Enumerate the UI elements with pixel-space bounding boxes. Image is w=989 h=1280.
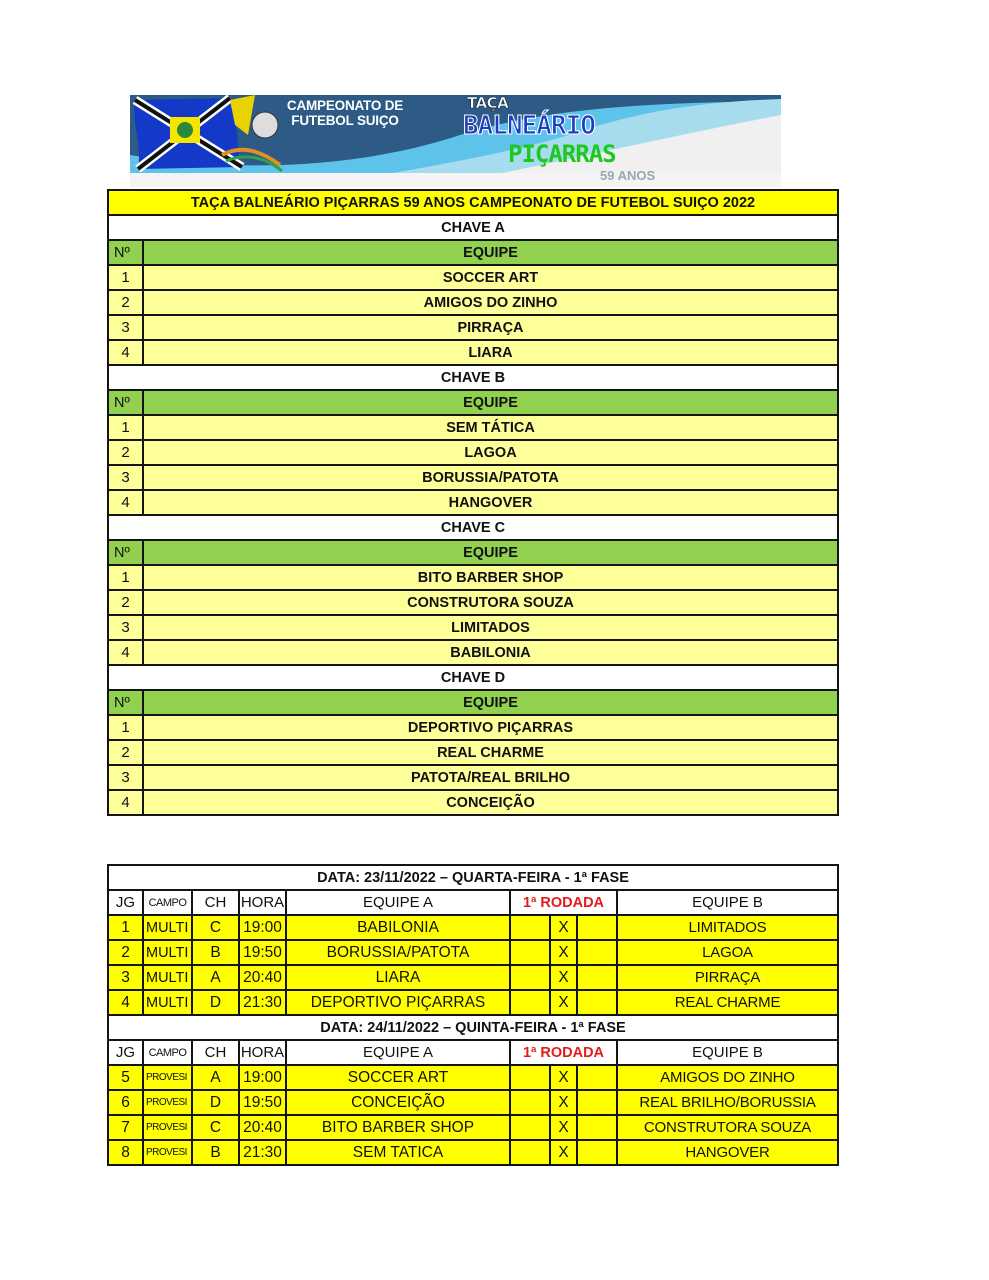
match-number: 4 xyxy=(108,990,143,1015)
team-a-header: EQUIPE A xyxy=(286,1040,510,1065)
match-score-a xyxy=(510,940,550,965)
match-team-b: LAGOA xyxy=(617,940,838,965)
team-name: LIMITADOS xyxy=(143,615,838,640)
team-name: DEPORTIVO PIÇARRAS xyxy=(143,715,838,740)
match-number: 1 xyxy=(108,915,143,940)
match-vs: X xyxy=(550,1065,577,1090)
team-row xyxy=(108,565,838,590)
group-name-row xyxy=(108,515,838,540)
match-date-row xyxy=(108,865,838,890)
team-row xyxy=(108,315,838,340)
team-number: 3 xyxy=(108,615,143,640)
match-field: PROVESI xyxy=(143,1115,192,1140)
team-row xyxy=(108,715,838,740)
team-number: 1 xyxy=(108,265,143,290)
match-team-a: SOCCER ART xyxy=(286,1065,510,1090)
team-name: PATOTA/REAL BRILHO xyxy=(143,765,838,790)
team-name: BITO BARBER SHOP xyxy=(143,565,838,590)
team-row xyxy=(108,640,838,665)
number-column-header: Nº xyxy=(108,690,143,715)
match-time: 21:30 xyxy=(239,990,286,1015)
team-row xyxy=(108,590,838,615)
campo-header: CAMPO xyxy=(143,890,192,915)
match-field: PROVESI xyxy=(143,1090,192,1115)
match-score-a xyxy=(510,915,550,940)
campo-header: CAMPO xyxy=(143,1040,192,1065)
banner-subtitle xyxy=(280,98,410,128)
match-time: 19:00 xyxy=(239,1065,286,1090)
match-number: 5 xyxy=(108,1065,143,1090)
match-score-a xyxy=(510,1090,550,1115)
match-header-row xyxy=(108,1040,838,1065)
match-number: 6 xyxy=(108,1090,143,1115)
team-b-header: EQUIPE B xyxy=(617,890,838,915)
group-header-row xyxy=(108,240,838,265)
team-number: 4 xyxy=(108,340,143,365)
team-row xyxy=(108,265,838,290)
match-group: A xyxy=(192,965,239,990)
jg-header: JG xyxy=(108,1040,143,1065)
match-group: D xyxy=(192,990,239,1015)
group-name: CHAVE B xyxy=(108,365,838,390)
match-row xyxy=(108,965,838,990)
match-row xyxy=(108,915,838,940)
team-row xyxy=(108,490,838,515)
logo-anos: 59 ANOS xyxy=(600,168,656,183)
team-number: 3 xyxy=(108,765,143,790)
match-vs: X xyxy=(550,965,577,990)
match-date-row xyxy=(108,1015,838,1040)
match-number: 8 xyxy=(108,1140,143,1165)
team-name: LIARA xyxy=(143,340,838,365)
team-row xyxy=(108,415,838,440)
flag-icon xyxy=(134,98,242,169)
match-team-a: CONCEIÇÃO xyxy=(286,1090,510,1115)
team-number: 1 xyxy=(108,715,143,740)
team-row xyxy=(108,740,838,765)
team-row xyxy=(108,765,838,790)
team-number: 3 xyxy=(108,465,143,490)
hora-header: HORA xyxy=(239,890,286,915)
number-column-header: Nº xyxy=(108,390,143,415)
team-name: PIRRAÇA xyxy=(143,315,838,340)
matches-table xyxy=(107,864,839,1166)
match-vs: X xyxy=(550,1115,577,1140)
match-group: A xyxy=(192,1065,239,1090)
match-team-a: BITO BARBER SHOP xyxy=(286,1115,510,1140)
hora-header: HORA xyxy=(239,1040,286,1065)
team-name: SOCCER ART xyxy=(143,265,838,290)
banner-subtitle-line2: FUTEBOL SUIÇO xyxy=(291,113,399,128)
match-vs: X xyxy=(550,990,577,1015)
logo-balneario: BALNEÁRIO xyxy=(463,111,595,141)
team-name: BABILONIA xyxy=(143,640,838,665)
team-number: 2 xyxy=(108,440,143,465)
match-score-a xyxy=(510,965,550,990)
match-group: B xyxy=(192,1140,239,1165)
match-date: DATA: 24/11/2022 – QUINTA-FEIRA - 1ª FASE xyxy=(108,1015,838,1040)
team-name: BORUSSIA/PATOTA xyxy=(143,465,838,490)
match-vs: X xyxy=(550,1140,577,1165)
match-group: C xyxy=(192,915,239,940)
team-number: 4 xyxy=(108,640,143,665)
match-team-b: CONSTRUTORA SOUZA xyxy=(617,1115,838,1140)
team-column-header: EQUIPE xyxy=(143,390,838,415)
team-column-header: EQUIPE xyxy=(143,690,838,715)
match-group: C xyxy=(192,1115,239,1140)
match-team-b: LIMITADOS xyxy=(617,915,838,940)
match-team-a: BABILONIA xyxy=(286,915,510,940)
team-name: REAL CHARME xyxy=(143,740,838,765)
match-row xyxy=(108,1065,838,1090)
rodada-header: 1ª RODADA xyxy=(510,890,617,915)
number-column-header: Nº xyxy=(108,540,143,565)
team-number: 2 xyxy=(108,740,143,765)
team-name: SEM TÁTICA xyxy=(143,415,838,440)
match-score-a xyxy=(510,1140,550,1165)
team-number: 1 xyxy=(108,565,143,590)
group-name: CHAVE D xyxy=(108,665,838,690)
team-number: 2 xyxy=(108,290,143,315)
match-number: 3 xyxy=(108,965,143,990)
group-name: CHAVE A xyxy=(108,215,838,240)
team-number: 4 xyxy=(108,790,143,815)
team-row xyxy=(108,790,838,815)
match-date: DATA: 23/11/2022 – QUARTA-FEIRA - 1ª FASE xyxy=(108,865,838,890)
jg-header: JG xyxy=(108,890,143,915)
match-number: 7 xyxy=(108,1115,143,1140)
match-time: 20:40 xyxy=(239,1115,286,1140)
match-team-a: DEPORTIVO PIÇARRAS xyxy=(286,990,510,1015)
team-row xyxy=(108,340,838,365)
match-score-b xyxy=(577,1090,617,1115)
match-field: MULTI xyxy=(143,915,192,940)
match-row xyxy=(108,1140,838,1165)
match-score-b xyxy=(577,990,617,1015)
logo-picarras: PIÇARRAS xyxy=(508,140,616,168)
match-field: PROVESI xyxy=(143,1140,192,1165)
team-number: 3 xyxy=(108,315,143,340)
group-header-row xyxy=(108,540,838,565)
team-row xyxy=(108,465,838,490)
match-time: 19:50 xyxy=(239,1090,286,1115)
banner-background xyxy=(130,95,781,187)
match-score-a xyxy=(510,990,550,1015)
team-column-header: EQUIPE xyxy=(143,540,838,565)
team-name: AMIGOS DO ZINHO xyxy=(143,290,838,315)
logo-taca: TAÇA xyxy=(467,95,509,112)
match-field: MULTI xyxy=(143,965,192,990)
match-field: PROVESI xyxy=(143,1065,192,1090)
group-name-row xyxy=(108,365,838,390)
match-team-a: BORUSSIA/PATOTA xyxy=(286,940,510,965)
match-score-b xyxy=(577,1115,617,1140)
team-number: 2 xyxy=(108,590,143,615)
match-team-b: PIRRAÇA xyxy=(617,965,838,990)
match-score-b xyxy=(577,965,617,990)
match-group: B xyxy=(192,940,239,965)
team-a-header: EQUIPE A xyxy=(286,890,510,915)
match-field: MULTI xyxy=(143,940,192,965)
match-score-a xyxy=(510,1065,550,1090)
match-number: 2 xyxy=(108,940,143,965)
match-time: 19:00 xyxy=(239,915,286,940)
match-team-b: AMIGOS DO ZINHO xyxy=(617,1065,838,1090)
match-row xyxy=(108,1115,838,1140)
groups-table xyxy=(107,189,839,816)
match-team-b: REAL CHARME xyxy=(617,990,838,1015)
group-name-row xyxy=(108,665,838,690)
rodada-header: 1ª RODADA xyxy=(510,1040,617,1065)
group-header-row xyxy=(108,390,838,415)
match-vs: X xyxy=(550,940,577,965)
match-row xyxy=(108,990,838,1015)
match-group: D xyxy=(192,1090,239,1115)
team-column-header: EQUIPE xyxy=(143,240,838,265)
match-team-a: SEM TATICA xyxy=(286,1140,510,1165)
team-number: 4 xyxy=(108,490,143,515)
match-vs: X xyxy=(550,915,577,940)
team-row xyxy=(108,615,838,640)
team-name: HANGOVER xyxy=(143,490,838,515)
match-header-row xyxy=(108,890,838,915)
match-score-b xyxy=(577,1065,617,1090)
team-name: LAGOA xyxy=(143,440,838,465)
group-name-row xyxy=(108,215,838,240)
team-name: CONSTRUTORA SOUZA xyxy=(143,590,838,615)
match-score-b xyxy=(577,915,617,940)
match-team-a: LIARA xyxy=(286,965,510,990)
match-row xyxy=(108,1090,838,1115)
team-row xyxy=(108,440,838,465)
team-number: 1 xyxy=(108,415,143,440)
match-vs: X xyxy=(550,1090,577,1115)
group-name: CHAVE C xyxy=(108,515,838,540)
ch-header: CH xyxy=(192,1040,239,1065)
tournament-title: TAÇA BALNEÁRIO PIÇARRAS 59 ANOS CAMPEONATO DE FUTEBOL SUIÇO 2022 xyxy=(108,190,838,215)
match-field: MULTI xyxy=(143,990,192,1015)
team-b-header: EQUIPE B xyxy=(617,1040,838,1065)
group-header-row xyxy=(108,690,838,715)
match-score-a xyxy=(510,1115,550,1140)
tournament-banner xyxy=(130,95,781,187)
team-row xyxy=(108,290,838,315)
match-team-b: REAL BRILHO/BORUSSIA xyxy=(617,1090,838,1115)
banner-subtitle-line1: CAMPEONATO DE xyxy=(286,98,404,113)
match-score-b xyxy=(577,940,617,965)
match-row xyxy=(108,940,838,965)
match-team-b: HANGOVER xyxy=(617,1140,838,1165)
match-time: 20:40 xyxy=(239,965,286,990)
team-name: CONCEIÇÃO xyxy=(143,790,838,815)
match-time: 19:50 xyxy=(239,940,286,965)
number-column-header: Nº xyxy=(108,240,143,265)
ch-header: CH xyxy=(192,890,239,915)
match-time: 21:30 xyxy=(239,1140,286,1165)
match-score-b xyxy=(577,1140,617,1165)
